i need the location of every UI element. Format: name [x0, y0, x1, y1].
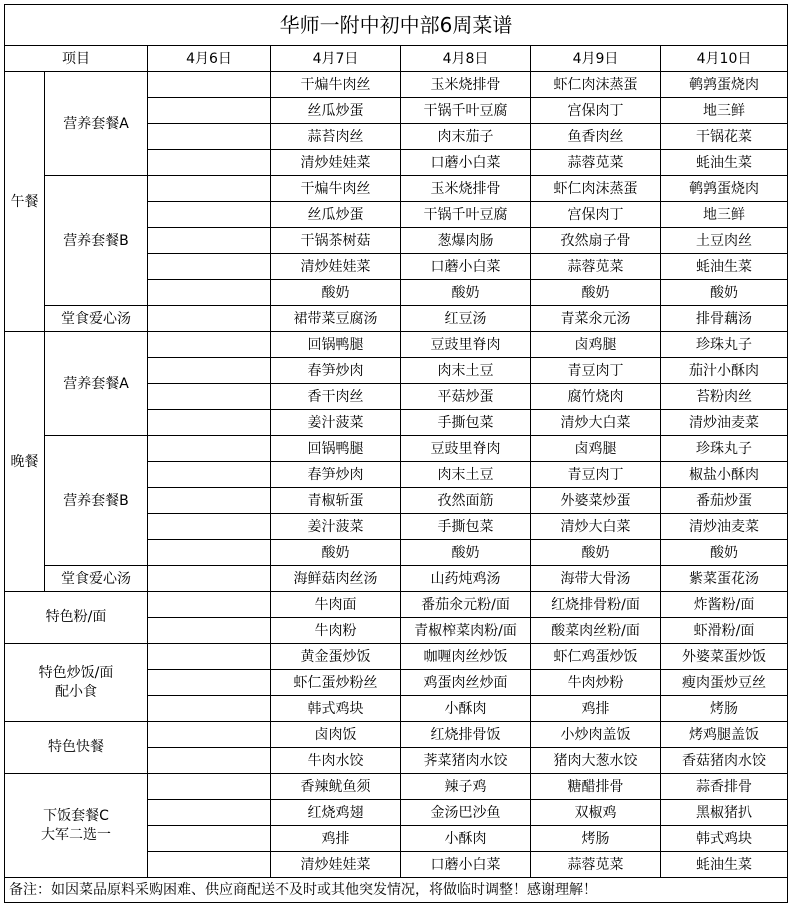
- dish-cell: 牛肉水饺: [271, 748, 401, 774]
- dish-cell-empty: [148, 410, 271, 436]
- note-row: [5, 878, 788, 903]
- dish-cell: 蚝油生菜: [661, 254, 788, 280]
- dish-cell: 腐竹烧肉: [531, 384, 661, 410]
- dish-cell: 烤肠: [661, 696, 788, 722]
- dish-cell: 小炒肉盖饭: [531, 722, 661, 748]
- dish-cell: 酸奶: [531, 540, 661, 566]
- dish-cell: 蒜苔肉丝: [271, 124, 401, 150]
- dish-cell: 卤鸡腿: [531, 332, 661, 358]
- dish-cell: 烤肠: [531, 826, 661, 852]
- dish-cell: 鸡排: [271, 826, 401, 852]
- dish-cell: 黄金蛋炒饭: [271, 644, 401, 670]
- dish-cell-empty: [148, 72, 271, 98]
- dish-cell: 鸡排: [531, 696, 661, 722]
- dish-cell-empty: [148, 826, 271, 852]
- dish-cell-empty: [148, 748, 271, 774]
- dish-cell-empty: [148, 618, 271, 644]
- dish-cell: 孜然面筋: [401, 488, 531, 514]
- category-label: 特色快餐: [5, 722, 148, 774]
- dish-cell: 韩式鸡块: [661, 826, 788, 852]
- dish-cell: 肉末土豆: [401, 358, 531, 384]
- dish-cell: 地三鲜: [661, 98, 788, 124]
- dish-cell: 酸奶: [531, 280, 661, 306]
- dish-cell: 干锅千叶豆腐: [401, 98, 531, 124]
- dish-cell: 海鲜菇肉丝汤: [271, 566, 401, 592]
- dish-cell: 口蘑小白菜: [401, 852, 531, 878]
- dish-cell-empty: [148, 670, 271, 696]
- dish-cell: 香辣鱿鱼须: [271, 774, 401, 800]
- dish-cell: 黑椒猪扒: [661, 800, 788, 826]
- dish-cell: 玉米烧排骨: [401, 72, 531, 98]
- menu-row: [5, 566, 788, 592]
- dish-cell: 番茄炒蛋: [661, 488, 788, 514]
- dish-cell: 牛肉炒粉: [531, 670, 661, 696]
- dish-cell: 鸡蛋肉丝炒面: [401, 670, 531, 696]
- dish-cell: 平菇炒蛋: [401, 384, 531, 410]
- dish-cell-empty: [148, 462, 271, 488]
- dish-cell-empty: [148, 436, 271, 462]
- set-label: 营养套餐A: [45, 332, 148, 436]
- dish-cell-empty: [148, 852, 271, 878]
- menu-row: [5, 332, 788, 358]
- dish-cell: 小酥肉: [401, 696, 531, 722]
- dish-cell: 口蘑小白菜: [401, 150, 531, 176]
- dish-cell: 虾滑粉/面: [661, 618, 788, 644]
- menu-row: [5, 592, 788, 618]
- dish-cell-empty: [148, 592, 271, 618]
- dish-cell: 蒜蓉苋菜: [531, 254, 661, 280]
- dish-cell: 珍珠丸子: [661, 332, 788, 358]
- dish-cell: 葱爆肉肠: [401, 228, 531, 254]
- dish-cell: 玉米烧排骨: [401, 176, 531, 202]
- dish-cell-empty: [148, 566, 271, 592]
- dish-cell: 双椒鸡: [531, 800, 661, 826]
- dish-cell: 苔粉肉丝: [661, 384, 788, 410]
- dish-cell: 干锅花菜: [661, 124, 788, 150]
- dish-cell: 回锅鸭腿: [271, 332, 401, 358]
- set-label: 营养套餐B: [45, 176, 148, 306]
- dish-cell: 鱼香肉丝: [531, 124, 661, 150]
- meal-label: 晚餐: [5, 332, 45, 592]
- dish-cell: 青豆肉丁: [531, 358, 661, 384]
- dish-cell: 酸奶: [661, 280, 788, 306]
- dish-cell: 红烧排骨饭: [401, 722, 531, 748]
- dish-cell: 瘦肉蛋炒豆丝: [661, 670, 788, 696]
- dish-cell: 外婆菜炒蛋: [531, 488, 661, 514]
- dish-cell: 虾仁肉沫蒸蛋: [531, 176, 661, 202]
- dish-cell: 豆豉里脊肉: [401, 332, 531, 358]
- dish-cell-empty: [148, 774, 271, 800]
- dish-cell: 干煸牛肉丝: [271, 72, 401, 98]
- dish-cell: 清炒娃娃菜: [271, 852, 401, 878]
- dish-cell-empty: [148, 150, 271, 176]
- dish-cell: 番茄氽元粉/面: [401, 592, 531, 618]
- menu-row: [5, 774, 788, 800]
- dish-cell: 海带大骨汤: [531, 566, 661, 592]
- header-date: 4月6日: [148, 46, 271, 72]
- dish-cell: 糖醋排骨: [531, 774, 661, 800]
- dish-cell: 鹌鹑蛋烧肉: [661, 176, 788, 202]
- dish-cell: 牛肉粉: [271, 618, 401, 644]
- footnote: 备注：如因菜品原料采购困难、供应商配送不及时或其他突发情况，将做临时调整！感谢理解！: [5, 878, 788, 903]
- dish-cell: 清炒大白菜: [531, 410, 661, 436]
- dish-cell: 清炒大白菜: [531, 514, 661, 540]
- dish-cell: 口蘑小白菜: [401, 254, 531, 280]
- dish-cell-empty: [148, 254, 271, 280]
- dish-cell: 排骨藕汤: [661, 306, 788, 332]
- menu-row: [5, 306, 788, 332]
- dish-cell: 清炒油麦菜: [661, 410, 788, 436]
- dish-cell: 金汤巴沙鱼: [401, 800, 531, 826]
- menu-body: [5, 5, 788, 903]
- dish-cell-empty: [148, 176, 271, 202]
- dish-cell: 炸酱粉/面: [661, 592, 788, 618]
- category-label: 特色粉/面: [5, 592, 148, 644]
- dish-cell: 蒜蓉苋菜: [531, 150, 661, 176]
- dish-cell-empty: [148, 358, 271, 384]
- dish-cell: 茄汁小酥肉: [661, 358, 788, 384]
- dish-cell-empty: [148, 800, 271, 826]
- dish-cell: 姜汁菠菜: [271, 410, 401, 436]
- menu-row: [5, 722, 788, 748]
- dish-cell: 蚝油生菜: [661, 150, 788, 176]
- dish-cell: 干锅茶树菇: [271, 228, 401, 254]
- dish-cell-empty: [148, 332, 271, 358]
- category-label: 特色炒饭/面 配小食: [5, 644, 148, 722]
- dish-cell: 红豆汤: [401, 306, 531, 332]
- dish-cell-empty: [148, 696, 271, 722]
- dish-cell: 酸奶: [271, 540, 401, 566]
- dish-cell: 手撕包菜: [401, 410, 531, 436]
- dish-cell: 青豆肉丁: [531, 462, 661, 488]
- dish-cell: 卤鸡腿: [531, 436, 661, 462]
- dish-cell: 酸奶: [661, 540, 788, 566]
- dish-cell: 春笋炒肉: [271, 358, 401, 384]
- dish-cell: 春笋炒肉: [271, 462, 401, 488]
- dish-cell: 椒盐小酥肉: [661, 462, 788, 488]
- dish-cell: 丝瓜炒蛋: [271, 202, 401, 228]
- dish-cell: 荠菜猪肉水饺: [401, 748, 531, 774]
- dish-cell-empty: [148, 306, 271, 332]
- menu-row: [5, 436, 788, 462]
- dish-cell: 豆豉里脊肉: [401, 436, 531, 462]
- meal-label: 午餐: [5, 72, 45, 332]
- dish-cell: 地三鲜: [661, 202, 788, 228]
- dish-cell: 蚝油生菜: [661, 852, 788, 878]
- dish-cell-empty: [148, 514, 271, 540]
- dish-cell: 肉末茄子: [401, 124, 531, 150]
- dish-cell: 酸奶: [401, 280, 531, 306]
- dish-cell: 裙带菜豆腐汤: [271, 306, 401, 332]
- dish-cell: 烤鸡腿盖饭: [661, 722, 788, 748]
- dish-cell: 红烧排骨粉/面: [531, 592, 661, 618]
- dish-cell-empty: [148, 124, 271, 150]
- dish-cell: 外婆菜蛋炒饭: [661, 644, 788, 670]
- header-date: 4月10日: [661, 46, 788, 72]
- dish-cell: 紫菜蛋花汤: [661, 566, 788, 592]
- dish-cell: 干煸牛肉丝: [271, 176, 401, 202]
- dish-cell: 珍珠丸子: [661, 436, 788, 462]
- header-date: 4月8日: [401, 46, 531, 72]
- dish-cell: 宫保肉丁: [531, 202, 661, 228]
- header-date: 4月7日: [271, 46, 401, 72]
- dish-cell: 酸奶: [271, 280, 401, 306]
- dish-cell: 姜汁菠菜: [271, 514, 401, 540]
- dish-cell: 青椒榨菜肉粉/面: [401, 618, 531, 644]
- dish-cell: 清炒油麦菜: [661, 514, 788, 540]
- page-title: 华师一附中初中部6周菜谱: [5, 5, 788, 46]
- menu-row: [5, 72, 788, 98]
- dish-cell: 虾仁蛋炒粉丝: [271, 670, 401, 696]
- dish-cell: 回锅鸭腿: [271, 436, 401, 462]
- dish-cell: 干锅千叶豆腐: [401, 202, 531, 228]
- dish-cell: 宫保肉丁: [531, 98, 661, 124]
- dish-cell-empty: [148, 384, 271, 410]
- category-label: 下饭套餐C 大军二选一: [5, 774, 148, 878]
- dish-cell: 香干肉丝: [271, 384, 401, 410]
- dish-cell: 清炒娃娃菜: [271, 150, 401, 176]
- set-label: 营养套餐B: [45, 436, 148, 566]
- dish-cell-empty: [148, 644, 271, 670]
- dish-cell-empty: [148, 202, 271, 228]
- dish-cell: 猪肉大葱水饺: [531, 748, 661, 774]
- dish-cell: 辣子鸡: [401, 774, 531, 800]
- dish-cell: 香菇猪肉水饺: [661, 748, 788, 774]
- dish-cell: 咖喱肉丝炒饭: [401, 644, 531, 670]
- dish-cell-empty: [148, 488, 271, 514]
- menu-row: [5, 176, 788, 202]
- dish-cell: 鹌鹑蛋烧肉: [661, 72, 788, 98]
- set-label: 堂食爱心汤: [45, 566, 148, 592]
- set-label: 堂食爱心汤: [45, 306, 148, 332]
- dish-cell: 青菜氽元汤: [531, 306, 661, 332]
- dish-cell: 肉末土豆: [401, 462, 531, 488]
- dish-cell: 蒜蓉苋菜: [531, 852, 661, 878]
- dish-cell: 牛肉面: [271, 592, 401, 618]
- dish-cell: 土豆肉丝: [661, 228, 788, 254]
- dish-cell: 蒜香排骨: [661, 774, 788, 800]
- dish-cell-empty: [148, 540, 271, 566]
- header-item: 项目: [5, 46, 148, 72]
- dish-cell: 手撕包菜: [401, 514, 531, 540]
- dish-cell: 酸奶: [401, 540, 531, 566]
- header-row: [5, 46, 788, 72]
- dish-cell: 卤肉饭: [271, 722, 401, 748]
- dish-cell: 小酥肉: [401, 826, 531, 852]
- dish-cell-empty: [148, 722, 271, 748]
- dish-cell: 虾仁鸡蛋炒饭: [531, 644, 661, 670]
- header-date: 4月9日: [531, 46, 661, 72]
- dish-cell-empty: [148, 98, 271, 124]
- dish-cell: 丝瓜炒蛋: [271, 98, 401, 124]
- dish-cell: 红烧鸡翅: [271, 800, 401, 826]
- dish-cell: 孜然扇子骨: [531, 228, 661, 254]
- menu-row: [5, 644, 788, 670]
- dish-cell: 青椒斩蛋: [271, 488, 401, 514]
- dish-cell: 酸菜肉丝粉/面: [531, 618, 661, 644]
- dish-cell: 清炒娃娃菜: [271, 254, 401, 280]
- dish-cell: 虾仁肉沫蒸蛋: [531, 72, 661, 98]
- menu-table: [4, 4, 788, 903]
- dish-cell-empty: [148, 280, 271, 306]
- dish-cell: 山药炖鸡汤: [401, 566, 531, 592]
- dish-cell: 韩式鸡块: [271, 696, 401, 722]
- dish-cell-empty: [148, 228, 271, 254]
- set-label: 营养套餐A: [45, 72, 148, 176]
